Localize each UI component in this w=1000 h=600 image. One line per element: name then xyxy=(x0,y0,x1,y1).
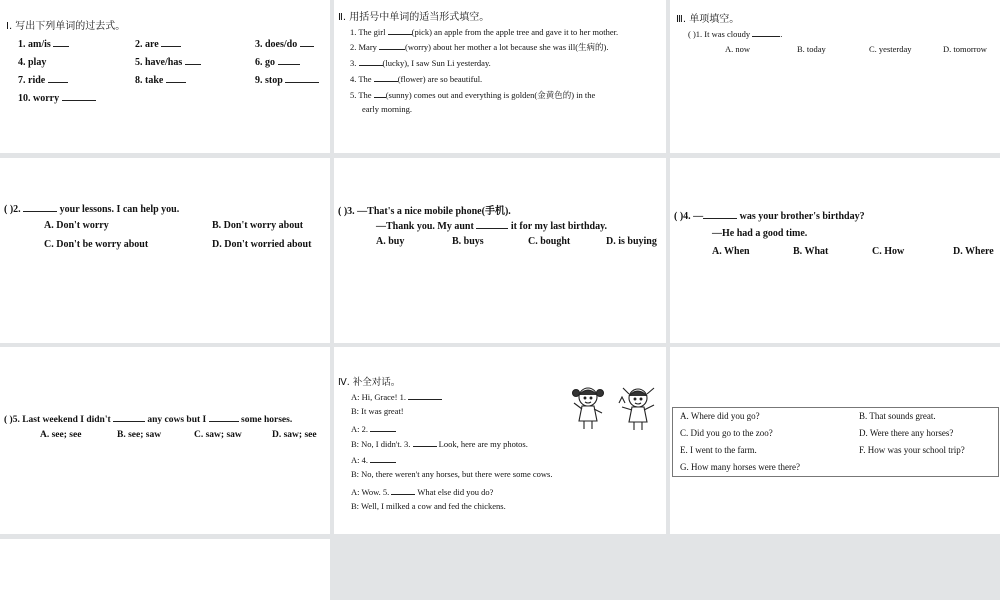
word-item-4: 4. play xyxy=(18,57,47,68)
mc-q3-stem: ( )3. —That's a nice mobile phone(手机). xyxy=(338,206,511,217)
mc-q3-opt-b: B. buys xyxy=(452,236,484,247)
panel-part3-q5 xyxy=(0,347,330,534)
mc-q1-stem: ( )1. It was cloudy . xyxy=(688,29,783,39)
mc-q3-opt-a: A. buy xyxy=(376,236,405,247)
mc-q2-stem: ( )2. your lessons. I can help you. xyxy=(4,204,180,215)
dialogue-line-1: A: Hi, Grace! 1. xyxy=(351,390,442,402)
mc-q1-opt-a: A. now xyxy=(725,44,751,54)
answer-options-box xyxy=(672,407,999,477)
mc-q4-stem: ( )4. — was your brother's birthday? xyxy=(674,211,865,222)
mc-q4-opt-a: A. When xyxy=(712,246,750,257)
fill-q2: 2. Mary (worry) about her mother a lot because she was ill(生病的). xyxy=(350,42,609,52)
panel-empty xyxy=(0,539,330,600)
part1-title: Ⅰ. 写出下列单词的过去式。 xyxy=(6,21,126,32)
mc-q3-opt-c: C. bought xyxy=(528,236,571,247)
mc-q1-opt-c: C. yesterday xyxy=(869,44,912,54)
answer-option-b: B. That sounds great. xyxy=(859,411,936,421)
fill-q5-cont: early morning. xyxy=(362,104,413,114)
answer-option-a: A. Where did you go? xyxy=(680,411,760,421)
mc-q5-opt-c: C. saw; saw xyxy=(194,430,242,440)
word-item-6: 6. go xyxy=(255,55,300,68)
dialogue-line-4: B: No, I didn't. 3. Look, here are my photos. xyxy=(351,439,528,449)
panel-part1 xyxy=(0,0,330,153)
word-item-9: 9. stop xyxy=(255,73,319,86)
part2-title: Ⅱ. 用括号中单词的适当形式填空。 xyxy=(338,12,490,23)
mc-q5-opt-a: A. see; see xyxy=(40,430,82,440)
fill-q1: 1. The girl (pick) an apple from the apple tree and gave it to her mother. xyxy=(350,27,619,37)
mc-q4-opt-b: B. What xyxy=(793,246,829,257)
fill-q5: 5. The (sunny) comes out and everything is golden(金黄色的) in the xyxy=(350,90,596,100)
word-item-8: 8. take xyxy=(135,73,186,86)
word-item-10: 10. worry xyxy=(18,91,96,104)
answer-option-d: D. Were there any horses? xyxy=(859,428,954,438)
mc-q3-line2: —Thank you. My aunt it for my last birthday. xyxy=(376,221,608,232)
panel-part3-q4 xyxy=(670,158,1000,343)
mc-q1-opt-d: D. tomorrow xyxy=(943,44,987,54)
mc-q2-opt-d: D. Don't worried about xyxy=(212,239,312,250)
answer-option-c: C. Did you go to the zoo? xyxy=(680,428,773,438)
mc-q4-opt-c: C. How xyxy=(872,246,905,257)
fill-q4: 4. The (flower) are so beautiful. xyxy=(350,74,483,84)
part4-title: Ⅳ. 补全对话。 xyxy=(338,377,401,388)
fill-q3: 3. (lucky), I saw Sun Li yesterday. xyxy=(350,58,491,68)
cartoon-girls-illustration xyxy=(570,383,666,433)
dialogue-line-8: B: Well, I milked a cow and fed the chickens. xyxy=(351,501,506,511)
answer-option-e: E. I went to the farm. xyxy=(680,445,757,455)
answer-option-f: F. How was your school trip? xyxy=(859,445,965,455)
word-item-5: 5. have/has xyxy=(135,55,201,68)
mc-q1-opt-b: B. today xyxy=(797,44,826,54)
mc-q3-opt-d: D. is buying xyxy=(606,236,657,247)
mc-q5-stem: ( )5. Last weekend I didn't any cows but I some horses. xyxy=(4,412,292,425)
word-item-3: 3. does/do xyxy=(255,37,314,50)
dialogue-line-5: A: 4. xyxy=(351,453,396,465)
mc-q2-opt-a: A. Don't worry xyxy=(44,220,109,231)
dialogue-line-3: A: 2. xyxy=(351,422,396,434)
dialogue-line-2: B: It was great! xyxy=(351,406,404,416)
mc-q4-line2: —He had a good time. xyxy=(712,228,808,239)
panel-part3-q2 xyxy=(0,158,330,343)
dialogue-line-6: B: No, there weren't any horses, but there were some cows. xyxy=(351,469,553,479)
panel-part3-q3 xyxy=(334,158,666,343)
word-item-7: 7. ride xyxy=(18,73,68,86)
word-item-1: 1. am/is xyxy=(18,37,69,50)
mc-q5-opt-b: B. see; saw xyxy=(117,430,162,440)
mc-q2-opt-c: C. Don't be worry about xyxy=(44,239,149,250)
answer-option-g: G. How many horses were there? xyxy=(680,462,800,472)
panel-part3-q1 xyxy=(670,0,1000,153)
panel-part2 xyxy=(334,0,666,153)
word-item-2: 2. are xyxy=(135,37,181,50)
panel-part4-dialogue xyxy=(334,347,666,534)
part3-title: Ⅲ. 单项填空。 xyxy=(676,14,740,25)
mc-q4-opt-d: D. Where xyxy=(953,246,994,257)
dialogue-line-7: A: Wow. 5. What else did you do? xyxy=(351,487,494,497)
mc-q2-opt-b: B. Don't worry about xyxy=(212,220,304,231)
mc-q5-opt-d: D. saw; see xyxy=(272,430,317,440)
